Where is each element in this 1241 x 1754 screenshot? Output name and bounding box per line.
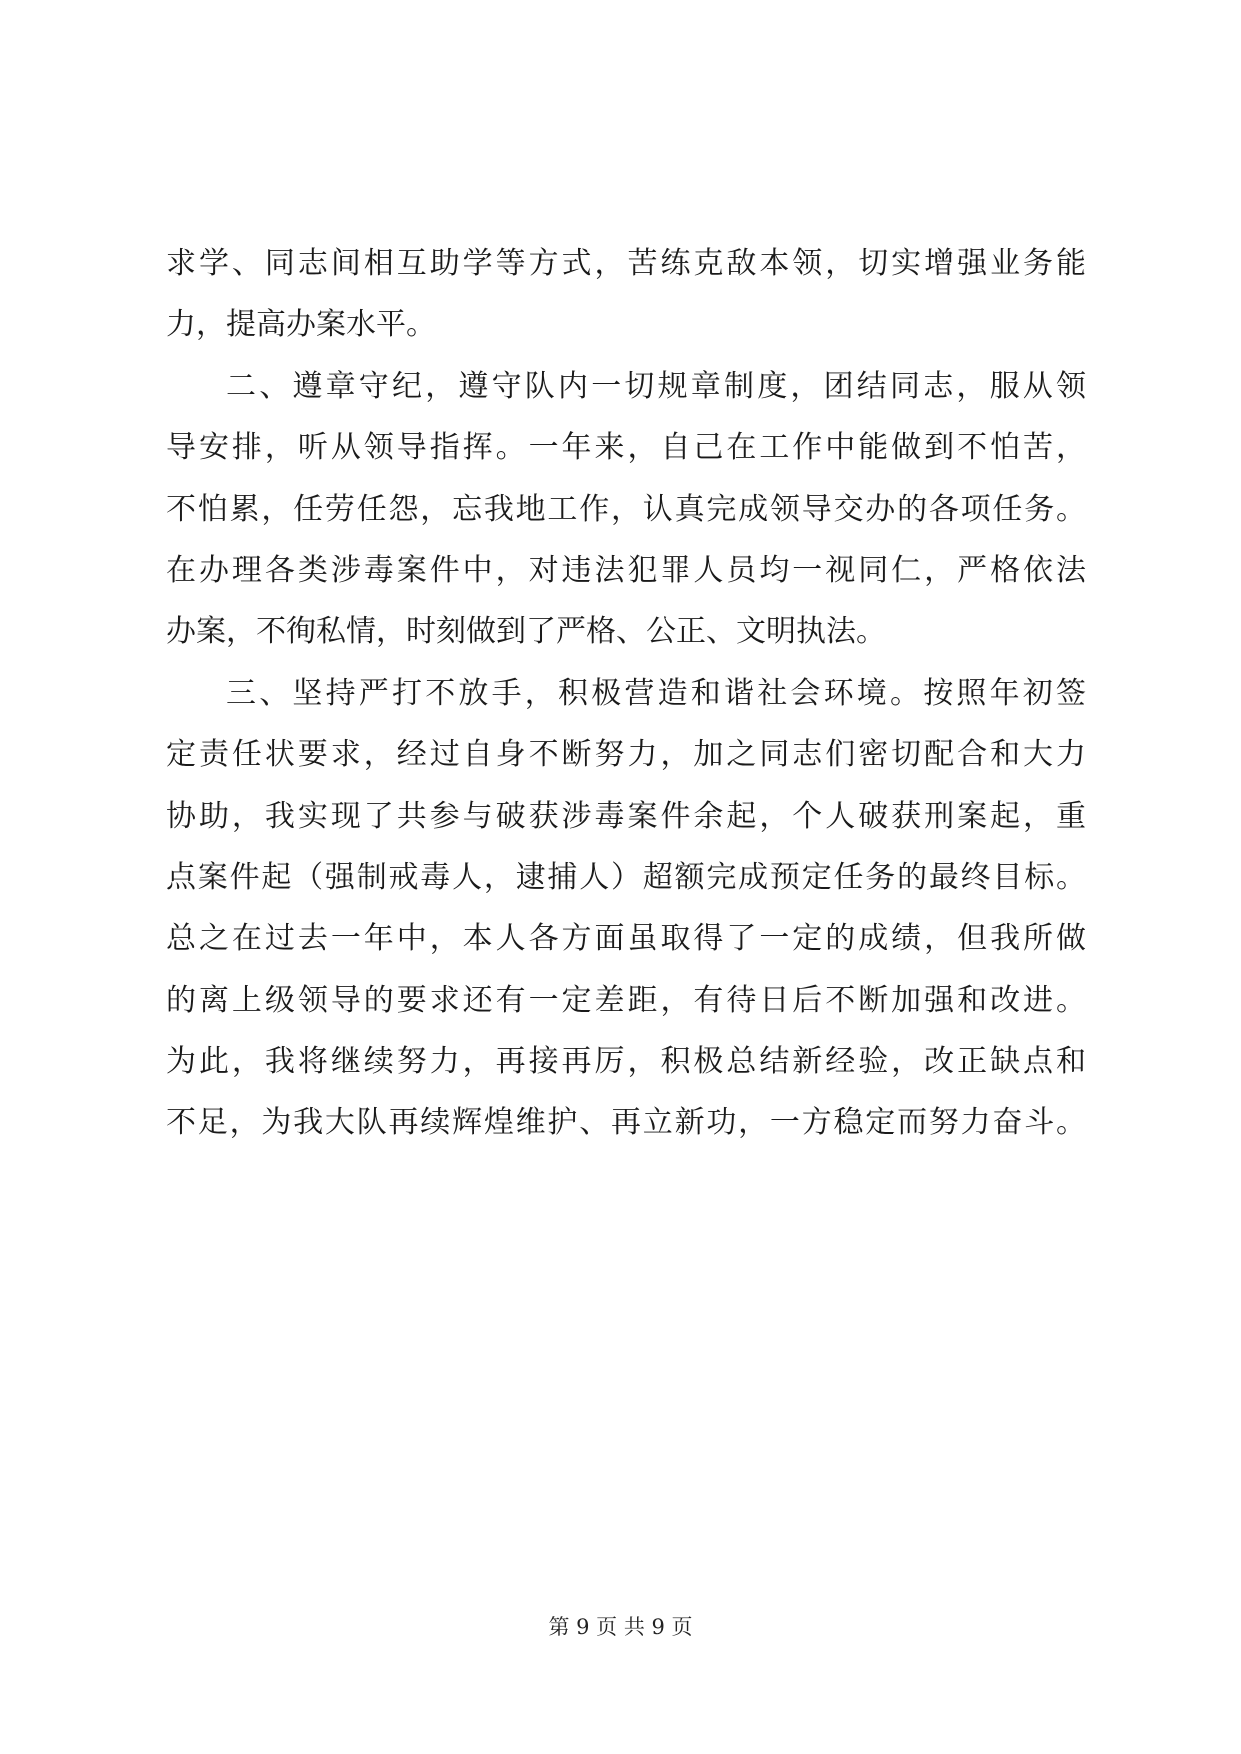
text-line: 总之在过去一年中，本人各方面虽取得了一定的成绩，但我所做 <box>166 921 1086 957</box>
body-text <box>166 233 1086 1154</box>
text-line: 点案件起（强制戒毒人，逮捕人）超额完成预定任务的最终目标。 <box>166 859 1086 895</box>
text-line: 协助，我实现了共参与破获涉毒案件余起，个人破获刑案起，重 <box>166 798 1086 834</box>
paragraph-start-line: 二、遵章守纪，遵守队内一切规章制度，团结同志，服从领 <box>226 368 1086 404</box>
text-line: 的离上级领导的要求还有一定差距，有待日后不断加强和改进。 <box>166 982 1086 1018</box>
text-line: 不足，为我大队再续辉煌维护、再立新功，一方稳定而努力奋斗。 <box>166 1105 1086 1141</box>
text-line: 不怕累，任劳任怨，忘我地工作，认真完成领导交办的各项任务。 <box>166 491 1086 527</box>
text-line: 为此，我将继续努力，再接再厉，积极总结新经验，改正缺点和 <box>166 1044 1086 1080</box>
text-line: 定责任状要求，经过自身不断努力，加之同志们密切配合和大力 <box>166 737 1086 773</box>
text-line: 导安排，听从领导指挥。一年来，自己在工作中能做到不怕苦， <box>166 430 1086 466</box>
text-line: 力，提高办案水平。 <box>166 307 436 343</box>
text-line: 办案，不徇私情，时刻做到了严格、公正、文明执法。 <box>166 614 886 650</box>
paragraph-start-line: 三、坚持严打不放手，积极营造和谐社会环境。按照年初签 <box>226 675 1086 711</box>
text-line: 求学、同志间相互助学等方式，苦练克敌本领，切实增强业务能 <box>166 246 1086 281</box>
text-line: 在办理各类涉毒案件中，对违法犯罪人员均一视同仁，严格依法 <box>166 552 1086 588</box>
page-number-footer: 第 9 页 共 9 页 <box>548 1615 693 1639</box>
